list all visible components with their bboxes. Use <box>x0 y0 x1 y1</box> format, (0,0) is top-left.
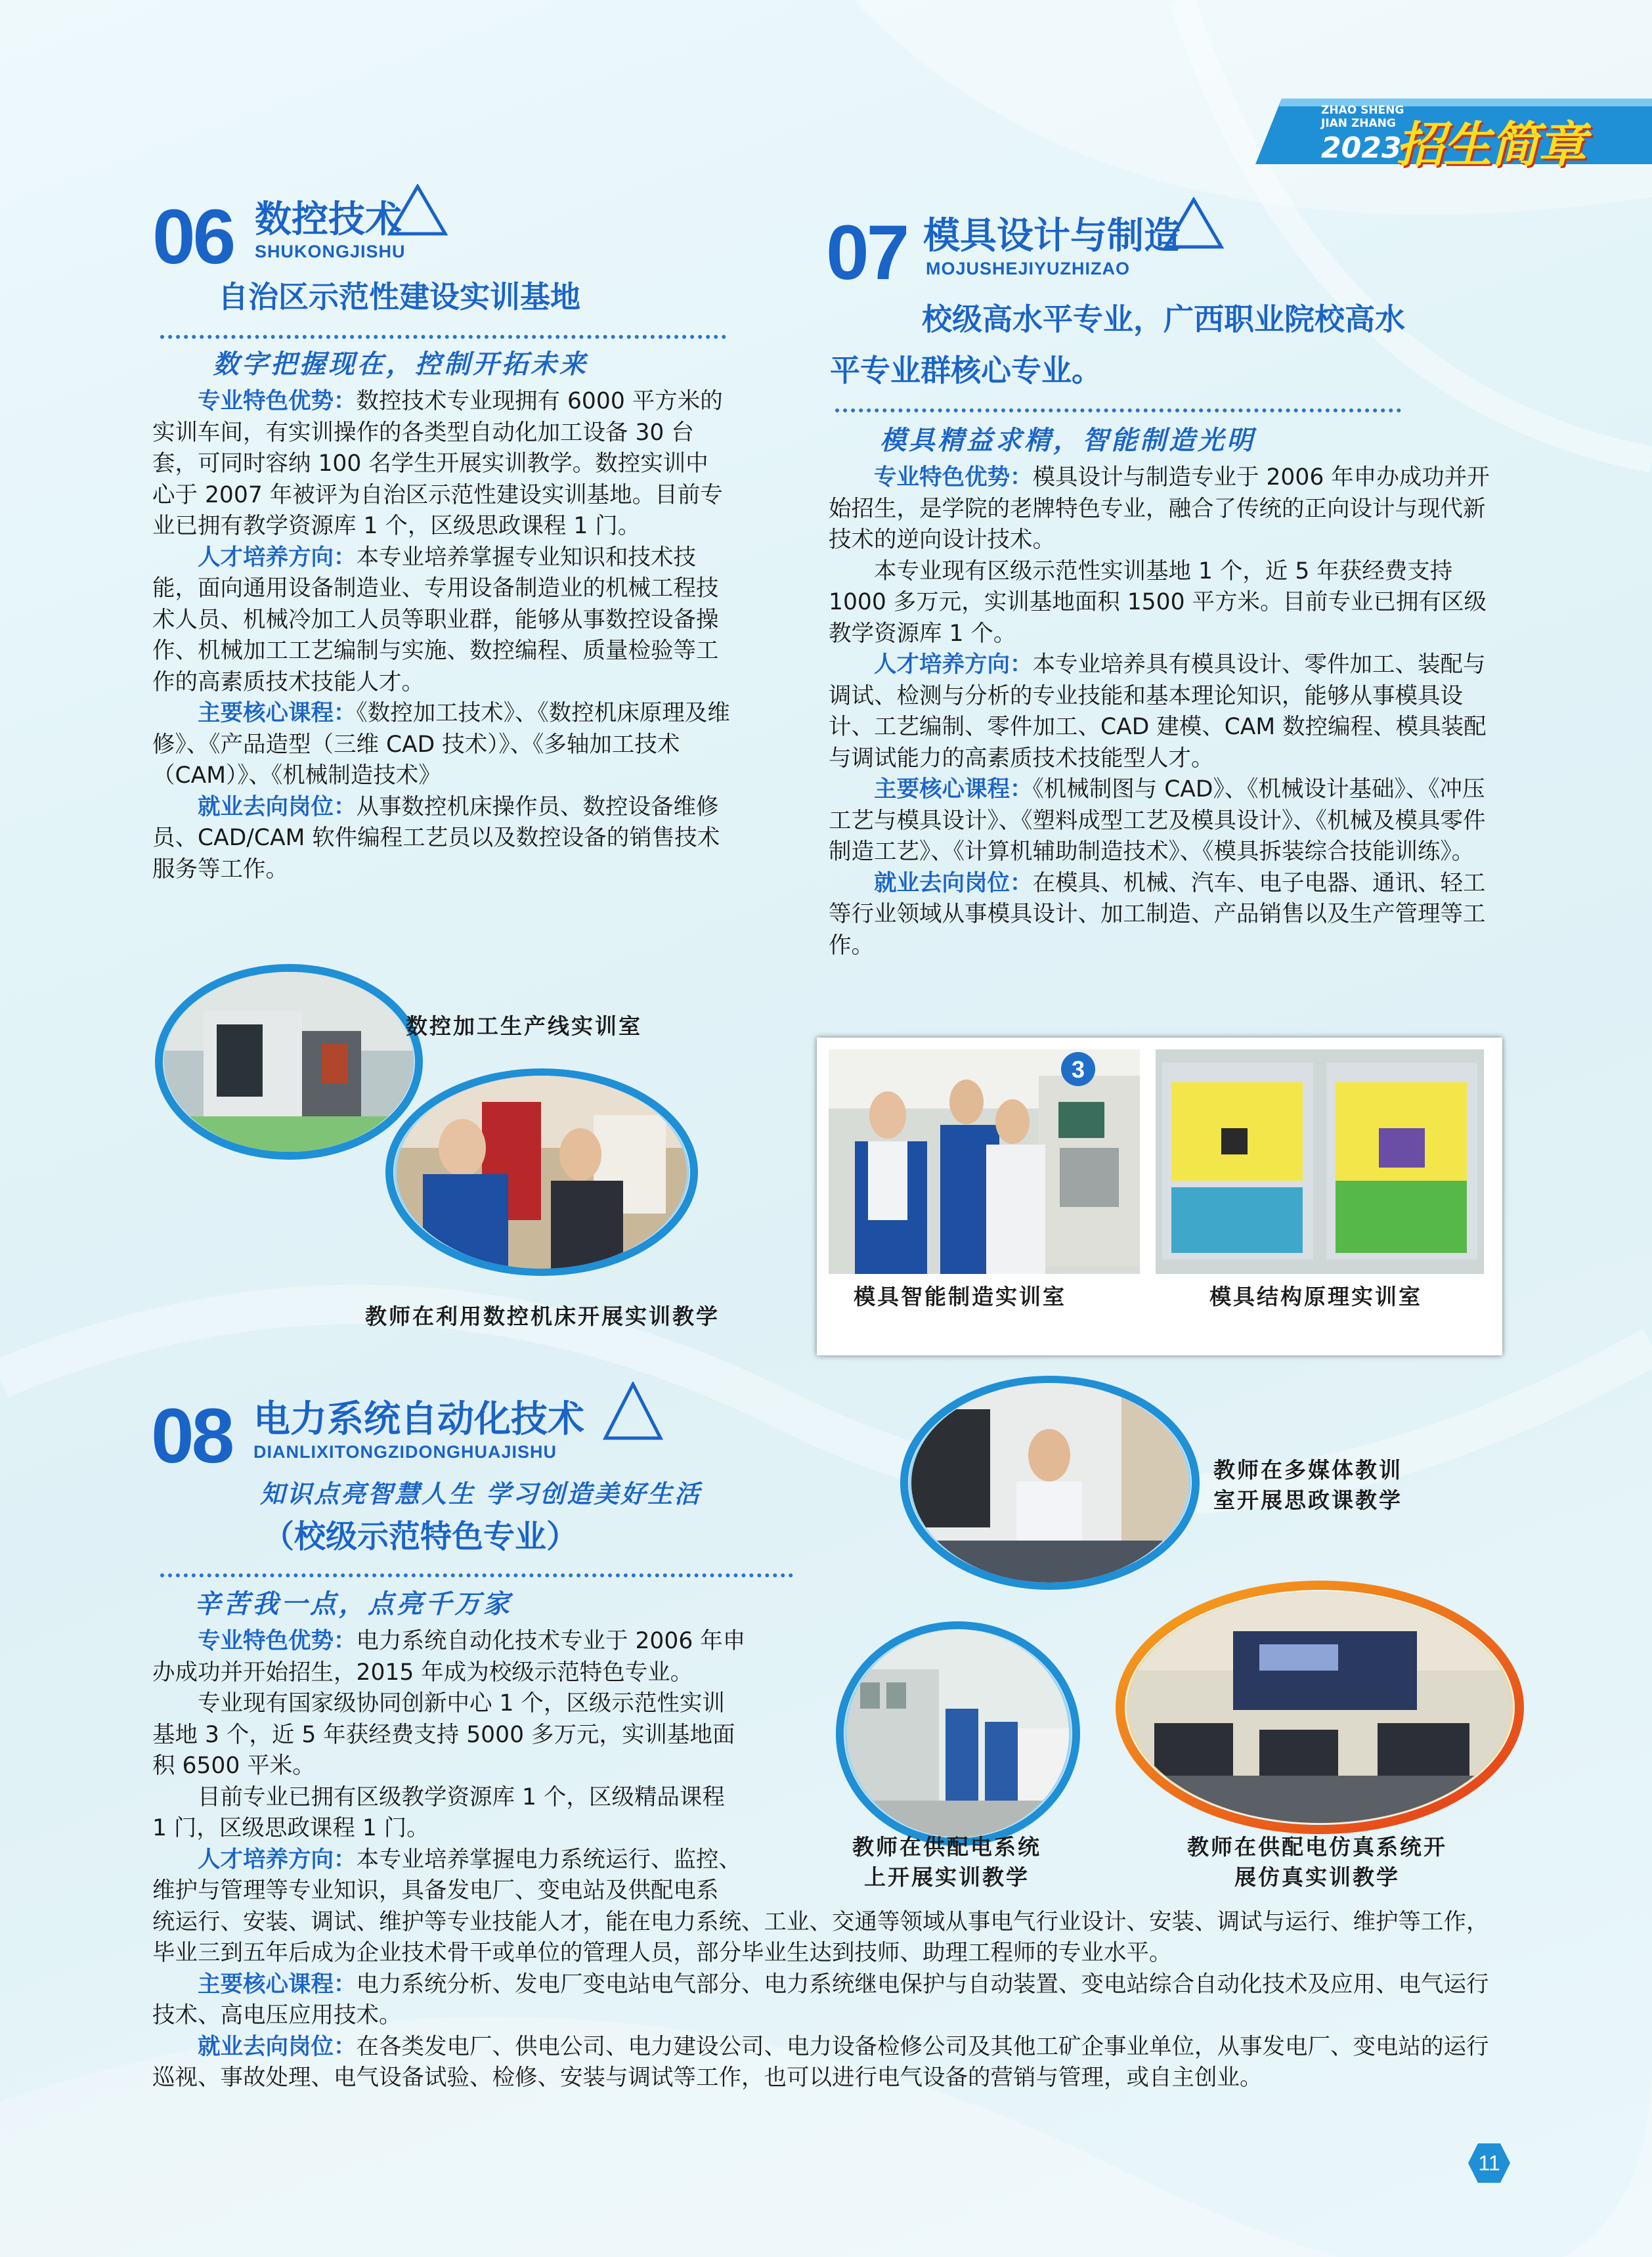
dotted-divider <box>160 1573 793 1577</box>
page-number: 11 <box>1467 2142 1511 2184</box>
header-title: 招生简章 <box>1396 117 1585 173</box>
label-employment: 就业去向岗位： <box>198 793 357 820</box>
label-training: 人才培养方向： <box>198 544 357 571</box>
label-advantage: 专业特色优势： <box>198 388 357 414</box>
section-body-08: 专业特色优势：电力系统自动化技术专业于 2006 年申 办成功并开始招生，2015 年成为校级示范特色专业。 专业现有国家级协同创新中心 1 个，区级示范性实训 基地 3 个，近 5 年获经费支持 5000 多万元，实训基地面 积 6500 平米。 目前专业已拥有区级教学资源库 1 个，区级精品课程 1 门，区级思政课程 1 门。 人才培养方向：本专业培养掌握电力系统运行、监控、 维护与管理等专业知识，具备发电厂、变电站及供配电系 统运行、安装、调试、维护等专业技能人才，能在电力系统、工业、交通等领域从事电气行业设计、安装、调试与运行、维护等工作，毕业三到五年后成为企业技术骨干或单位的管理人员，部分毕业生达到技师、助理工程师的专业水平。 主要核心课程：电力系统分析、发电厂变电站电气部分、电力系统继电保护与自动装置、变电站综合自动化技术及应用、电气运行技术、高电压应用技术。 就业去向岗位：在各类发电厂、供电公司、电力建设公司、电力设备检修公司及其他工矿企事业单位，从事发电厂、变电站的运行巡视、事故处理、电气设备试验、检修、安装与调试等工作，也可以进行电气设备的营销与管理，或自主创业。 <box>152 1628 1489 2091</box>
photo-power-distribution <box>847 1630 1069 1837</box>
photo-cnc-teaching <box>397 1076 687 1269</box>
header-year: 2023 <box>1321 131 1402 165</box>
triangle-icon <box>603 1382 663 1441</box>
section-body-07: 专业特色优势：模具设计与制造专业于 2006 年申办成功并开始招生，是学院的老牌特色专业，融合了传统的正向设计与现代新技术的逆向设计技术。 本专业现有区级示范性实训基地 1 个，近 5 年获经费支持 1000 多万元，实训基地面积 1500 平方米。目前专业已拥有区级教学资源库 1 个。 人才培养方向：本专业培养具有模具设计、零件加工、装配与调试、检测与分析的专业技能和基本理论知识，能够从事模具设计、工艺编制、零件加工、CAD 建模、CAM 数控编程、模具装配与调试能力的高素质技术技能型人才。 主要核心课程：《机械制图与 CAD》、《机械设计基础》、《冲压工艺与模具设计》、《塑料成型工艺及模具设计》、《机械及模具零件制造工艺》、《计算机辅助制造技术》、《模具拆装综合技能训练》。 就业去向岗位：在模具、机械、汽车、电子电器、通讯、轻工等行业领域从事模具设计、加工制造、产品销售以及生产管理等工作。 <box>829 464 1490 959</box>
label-training: 人才培养方向： <box>874 651 1033 678</box>
header-pinyin: ZHAO SHENG JIAN ZHANG <box>1321 104 1404 130</box>
caption-multimedia: 教师在多媒体教训 室开展思政课教学 <box>1213 1457 1402 1513</box>
section-title-06: 数控技术 <box>255 198 402 241</box>
caption-simulation: 教师在供配电仿真系统开 展仿真实训教学 <box>1187 1834 1447 1890</box>
photo-mold-structure <box>1156 1049 1484 1274</box>
section-subtitle-07-line2: 平专业群核心专业。 <box>830 353 1102 388</box>
section-number-08: 08 <box>151 1393 232 1479</box>
caption-cnc-line: 数控加工生产线实训室 <box>406 1013 642 1039</box>
label-courses: 主要核心课程： <box>198 700 357 726</box>
triangle-icon <box>1163 197 1224 250</box>
label-employment: 就业去向岗位： <box>198 2033 357 2060</box>
section-pinyin-07: MOJUSHEJIYUZHIZAO <box>926 259 1131 278</box>
label-courses: 主要核心课程： <box>198 1971 357 1998</box>
caption-cnc-teaching: 教师在利用数控机床开展实训教学 <box>365 1304 720 1329</box>
caption-mold-smart: 模具智能制造实训室 <box>854 1284 1066 1309</box>
label-advantage: 专业特色优势： <box>874 464 1033 491</box>
photo-cnc-production-line <box>164 972 414 1152</box>
label-employment: 就业去向岗位： <box>874 869 1033 896</box>
section-pinyin-08: DIANLIXITONGZIDONGHUAJISHU <box>253 1442 557 1462</box>
section-subtitle-08: （校级示范特色专业） <box>263 1518 578 1555</box>
photo-badge-number: 3 <box>1071 1056 1085 1083</box>
label-courses: 主要核心课程： <box>874 776 1033 802</box>
label-advantage: 专业特色优势： <box>198 1628 357 1654</box>
section-subtitle-06: 自治区示范性建设实训基地 <box>218 279 580 315</box>
section-body-06: 专业特色优势：数控技术专业现拥有 6000 平方米的实训车间，有实训操作的各类型自动化加工设备 30 台套，可同时容纳 100 名学生开展实训教学。数控实训中心于 2007 年被评为自治区示范性建设实训基地。目前专业已拥有教学资源库 1 个，区级思政课程 1 门。 人才培养方向：本专业培养掌握专业知识和技术技能，面向通用设备制造业、专用设备制造业的机械工程技术人员、机械冷加工人员等职业群，能够从事数控设备操作、机械加工工艺编制与实施、数控编程、质量检验等工作的高素质技术技能人才。 主要核心课程：《数控加工技术》、《数控机床原理及维修》、《产品造型（三维 CAD 技术）》、《多轴加工技术（CAM）》、《机械制造技术》 就业去向岗位：从事数控机床操作员、数控设备维修员、CAD/CAM 软件编程工艺员以及数控设备的销售技术服务等工作。 <box>152 388 730 883</box>
photo-mold-smart-manufacturing <box>829 1049 1140 1274</box>
section-slogan-08: 知识点亮智慧人生 学习创造美好生活 <box>260 1479 702 1508</box>
dotted-divider <box>160 335 726 339</box>
triangle-icon <box>387 184 448 236</box>
section-number-06: 06 <box>152 194 234 280</box>
section-number-07: 07 <box>826 209 907 296</box>
header-badge <box>1255 99 1652 173</box>
photo-multimedia-classroom <box>911 1383 1188 1583</box>
photo-simulation-system <box>1128 1592 1511 1823</box>
section-pinyin-06: SHUKONGJISHU <box>255 242 406 261</box>
label-training: 人才培养方向： <box>198 1846 357 1873</box>
section-slogan-07: 模具精益求精，智能制造光明 <box>880 425 1255 456</box>
section-slogan-06: 数字把握现在，控制开拓未来 <box>213 349 588 380</box>
dotted-divider <box>835 408 1401 412</box>
section-subtitle-07-line1: 校级高水平专业，广西职业院校高水 <box>922 301 1405 337</box>
caption-power-distribution: 教师在供配电系统 上开展实训教学 <box>852 1834 1041 1890</box>
section-slogan-08-sub: 辛苦我一点，点亮千万家 <box>194 1589 512 1619</box>
section-title-07: 模具设计与制造 <box>923 215 1181 257</box>
caption-mold-structure: 模具结构原理实训室 <box>1209 1284 1422 1309</box>
section-title-08: 电力系统自动化技术 <box>253 1398 584 1441</box>
